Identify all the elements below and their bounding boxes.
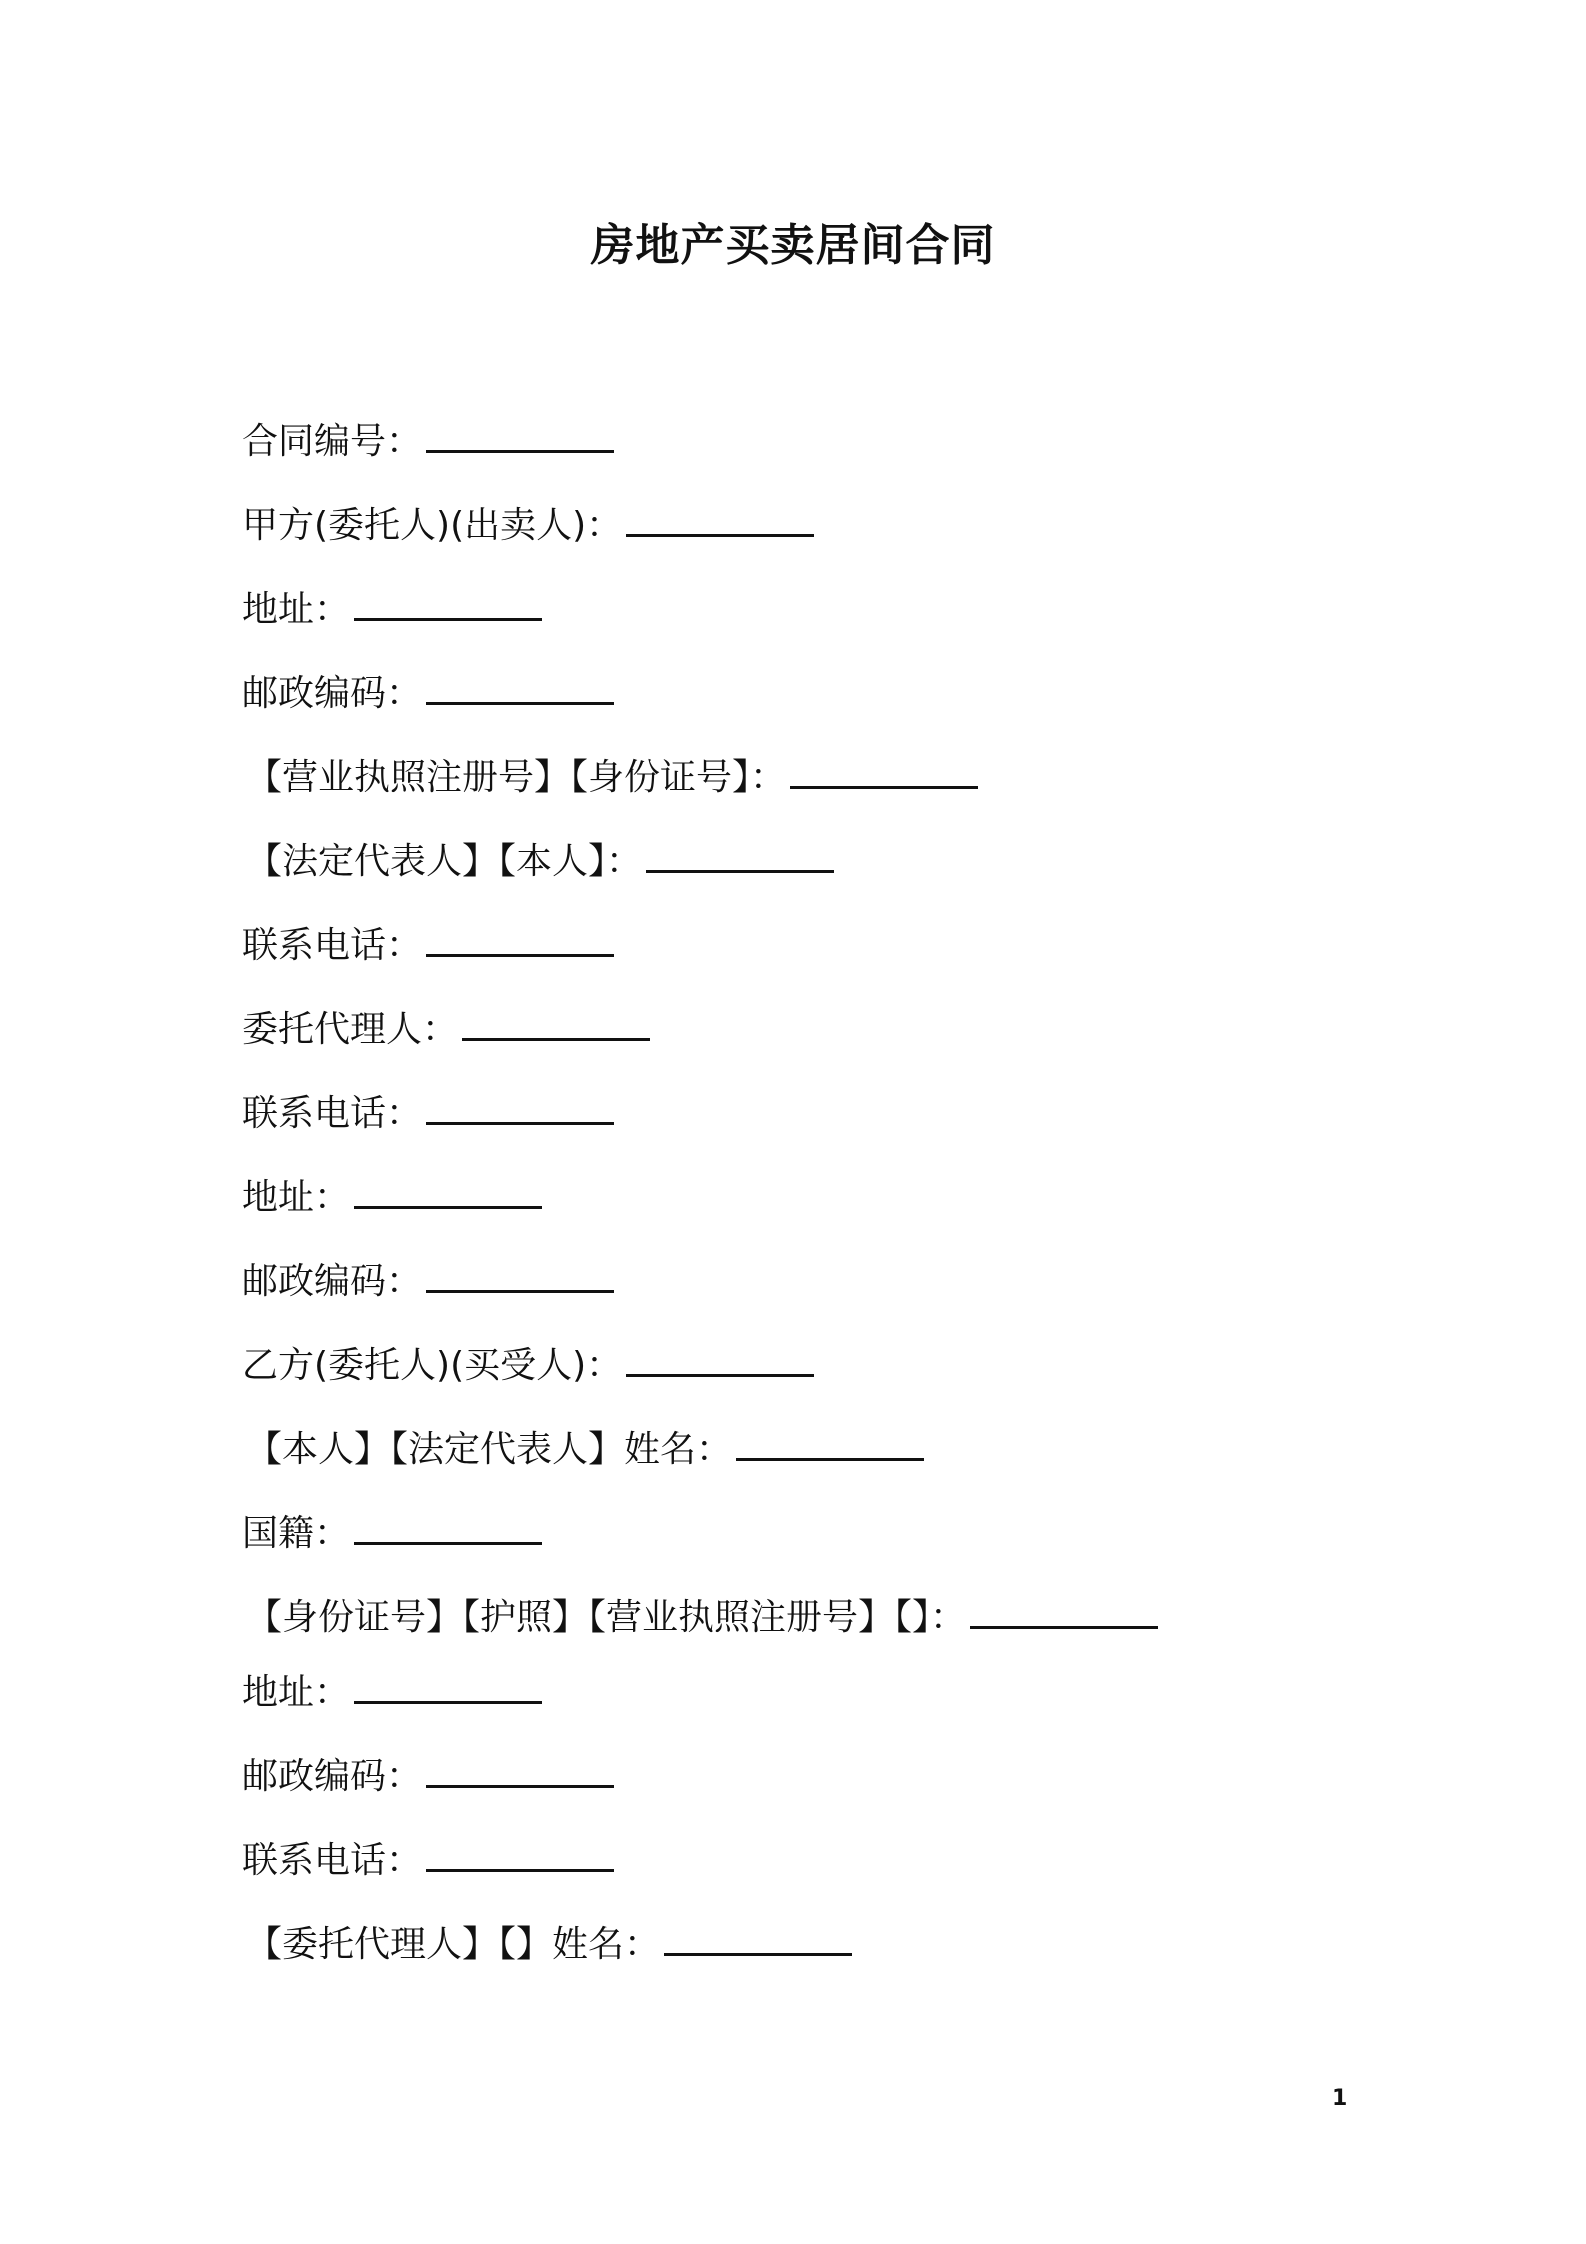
field-label: 邮政编码： — [242, 673, 423, 714]
field-party-a-phone — [242, 914, 1442, 998]
field-label: 联系电话： — [242, 925, 423, 966]
field-label: 国籍： — [242, 1513, 351, 1554]
field-label: 合同编号： — [242, 421, 423, 462]
fill-in-blank[interactable] — [426, 1250, 614, 1293]
field-party-a — [242, 494, 1442, 578]
fill-in-blank[interactable] — [426, 914, 614, 957]
field-party-a-agent — [242, 998, 1442, 1082]
field-party-a-representative — [246, 830, 1442, 914]
fill-in-blank[interactable] — [354, 1502, 542, 1545]
fill-in-blank[interactable] — [354, 1166, 542, 1209]
field-label: 【本人】【法定代表人】姓名： — [246, 1429, 733, 1470]
field-label: 地址： — [242, 589, 351, 630]
fill-in-blank[interactable] — [970, 1586, 1158, 1629]
field-party-b-address — [242, 1661, 1442, 1745]
field-label: 联系电话： — [242, 1840, 423, 1881]
field-label: 邮政编码： — [242, 1756, 423, 1797]
field-label: 甲方(委托人)(出卖人)： — [242, 505, 623, 546]
fill-in-blank[interactable] — [626, 1334, 814, 1377]
field-label: 邮政编码： — [242, 1261, 423, 1302]
fill-in-blank[interactable] — [426, 1082, 614, 1125]
fill-in-blank[interactable] — [664, 1913, 852, 1956]
fill-in-blank[interactable] — [462, 998, 650, 1041]
field-party-b-id — [246, 1586, 1442, 1661]
field-party-a-id — [246, 746, 1442, 830]
fill-in-blank[interactable] — [790, 746, 978, 789]
field-party-b-nationality — [242, 1502, 1442, 1586]
field-party-a-address — [242, 578, 1442, 662]
fill-in-blank[interactable] — [354, 578, 542, 621]
field-party-b — [242, 1334, 1442, 1418]
field-label: 委托代理人： — [242, 1009, 459, 1050]
field-party-a-agent-phone — [242, 1082, 1442, 1166]
fill-in-blank[interactable] — [736, 1418, 924, 1461]
field-party-a-postcode — [242, 662, 1442, 746]
field-party-a-agent-address — [242, 1166, 1442, 1250]
field-label: 联系电话： — [242, 1093, 423, 1134]
page-number: 1 — [1332, 2086, 1348, 2111]
field-party-b-postcode — [242, 1745, 1442, 1829]
field-contract-number — [242, 410, 1442, 494]
fill-in-blank[interactable] — [426, 662, 614, 705]
field-label: 【身份证号】【护照】【营业执照注册号】【】： — [246, 1597, 967, 1638]
field-label: 【委托代理人】【】姓名： — [246, 1924, 661, 1965]
fill-in-blank[interactable] — [426, 410, 614, 453]
field-party-b-phone — [242, 1829, 1442, 1913]
fill-in-blank[interactable] — [426, 1829, 614, 1872]
field-party-b-name — [246, 1418, 1442, 1502]
field-label: 地址： — [242, 1177, 351, 1218]
document-title: 房地产买卖居间合同 — [590, 220, 996, 271]
field-party-a-agent-postcode — [242, 1250, 1442, 1334]
field-label: 【营业执照注册号】【身份证号】： — [246, 757, 787, 798]
field-label: 【法定代表人】【本人】： — [246, 841, 643, 882]
fill-in-blank[interactable] — [626, 494, 814, 537]
contract-fields — [242, 410, 1442, 1997]
field-label: 乙方(委托人)(买受人)： — [242, 1345, 623, 1386]
fill-in-blank[interactable] — [426, 1745, 614, 1788]
fill-in-blank[interactable] — [646, 830, 834, 873]
field-label: 地址： — [242, 1672, 351, 1713]
field-party-b-agent-name — [246, 1913, 1442, 1997]
fill-in-blank[interactable] — [354, 1661, 542, 1704]
